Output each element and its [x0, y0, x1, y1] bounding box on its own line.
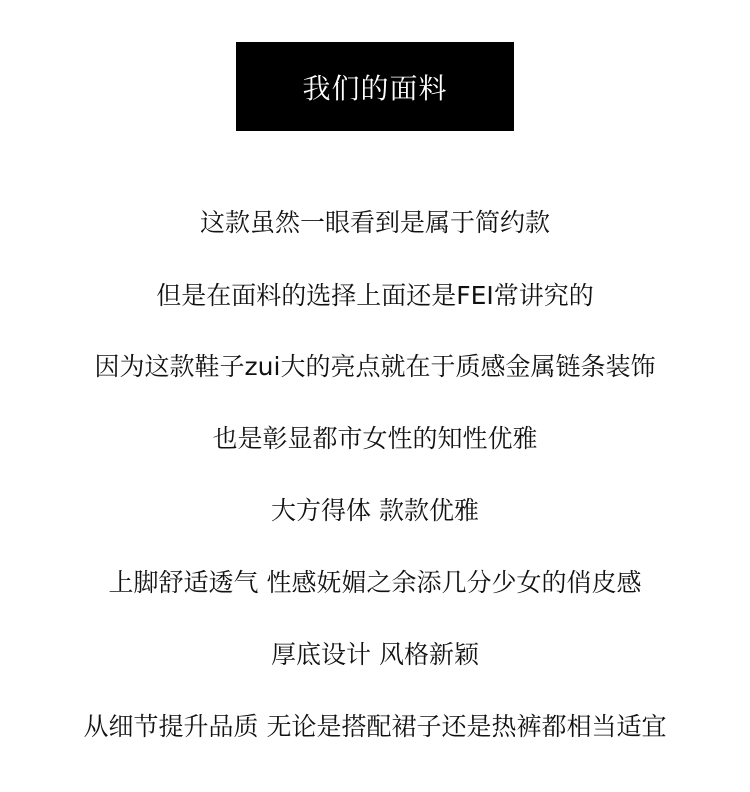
text-line-3: 因为这款鞋子zui大的亮点就在于质感金属链条装饰: [94, 352, 656, 381]
text-line-7: 厚底设计 风格新颖: [271, 640, 479, 669]
text-line-6: 上脚舒适透气 性感妩媚之余添几分少女的俏皮感: [108, 568, 642, 597]
section-title: 我们的面料: [302, 71, 448, 105]
title-banner: [236, 42, 514, 131]
text-line-2: 但是在面料的选择上面还是FEI常讲究的: [156, 281, 594, 310]
text-line-8: 从细节提升品质 无论是搭配裙子还是热裤都相当适宜: [83, 712, 667, 741]
text-line-4: 也是彰显都市女性的知性优雅: [212, 424, 538, 453]
text-line-5: 大方得体 款款优雅: [271, 496, 479, 525]
text-line-1: 这款虽然一眼看到是属于简约款: [199, 208, 550, 237]
